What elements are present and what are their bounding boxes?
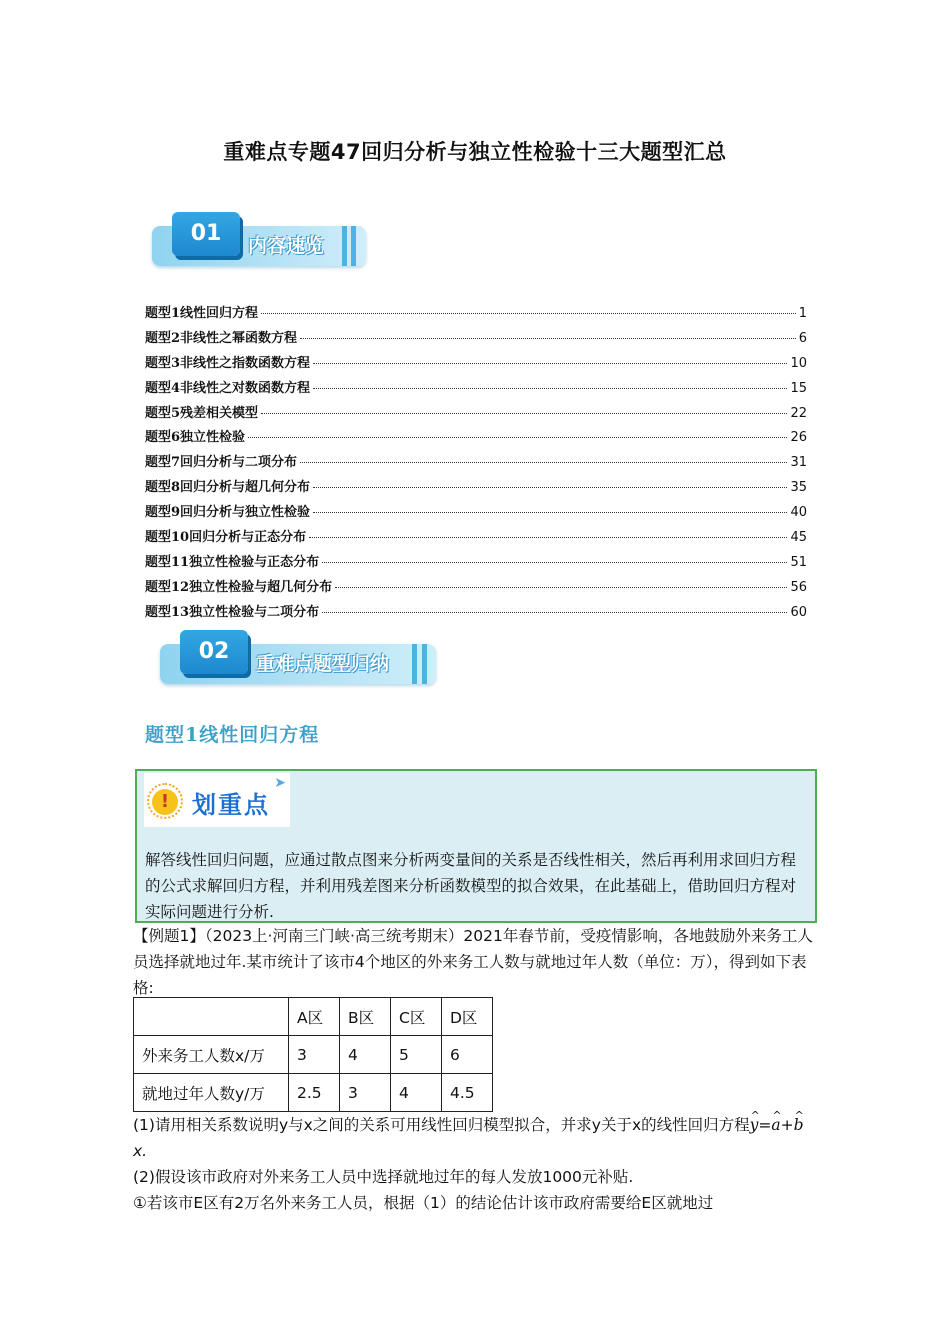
table-cell: 5 xyxy=(391,1036,442,1074)
section-banner-contents xyxy=(152,212,372,268)
table-header-row xyxy=(134,998,493,1036)
formula-a-hat: ^ a xyxy=(771,1112,780,1138)
toc-title: 题型10回归分析与正态分布 xyxy=(145,530,307,546)
table-row xyxy=(134,1036,493,1074)
data-table xyxy=(133,997,493,1112)
toc-leader xyxy=(309,537,787,538)
formula-x: x. xyxy=(133,1142,148,1160)
toc-title: 题型7回归分析与二项分布 xyxy=(145,455,298,471)
toc-title: 题型13独立性检验与二项分布 xyxy=(145,604,320,620)
toc-page: 22 xyxy=(790,405,807,421)
toc-leader xyxy=(313,363,787,364)
toc-title: 题型5残差相关模型 xyxy=(145,405,259,421)
toc-title: 题型2非线性之幂函数方程 xyxy=(145,330,298,346)
toc-entry[interactable] xyxy=(145,601,807,626)
toc-title: 题型11独立性检验与正态分布 xyxy=(145,554,320,570)
toc-entry[interactable] xyxy=(145,426,807,451)
key-points-label: 划重点 xyxy=(192,791,270,819)
table-cell: C区 xyxy=(391,998,442,1036)
toc-title: 题型1线性回归方程 xyxy=(145,306,259,321)
table-cell: 3 xyxy=(289,1036,340,1074)
banner-stripe xyxy=(412,644,417,684)
table-cell xyxy=(134,998,289,1036)
toc-leader xyxy=(322,612,787,613)
toc-page: 60 xyxy=(790,604,807,620)
formula-plus: + xyxy=(780,1116,794,1134)
toc-entry[interactable] xyxy=(145,476,807,501)
toc-page: 15 xyxy=(790,380,807,396)
toc-title: 题型4非线性之对数函数方程 xyxy=(145,380,311,396)
table-cell: 6 xyxy=(442,1036,493,1074)
toc-entry[interactable] xyxy=(145,327,807,352)
key-points-badge xyxy=(144,773,290,827)
formula-y-hat: ^ y xyxy=(750,1112,759,1138)
toc-leader xyxy=(322,562,787,563)
toc-leader xyxy=(261,313,796,314)
question-1-text: (1)请用相关系数说明y与x之间的关系可用线性回归模型拟合，并求y关于x的线性回归方程 xyxy=(133,1116,750,1134)
formula-equals: = xyxy=(758,1116,772,1134)
page-title: 重难点专题47回归分析与独立性检验十三大题型汇总 xyxy=(223,140,727,164)
toc-entry[interactable] xyxy=(145,451,807,476)
toc-page: 31 xyxy=(790,455,807,471)
section-banner-summary xyxy=(160,630,442,686)
paper-plane-icon: ➤ xyxy=(274,775,286,791)
toc-leader xyxy=(313,512,787,513)
table-cell: A区 xyxy=(289,998,340,1036)
table-row xyxy=(134,1074,493,1112)
toc-leader xyxy=(313,487,787,488)
toc-page: 6 xyxy=(798,330,807,346)
banner-number: 02 xyxy=(180,630,248,674)
toc-title: 题型12独立性检验与超几何分布 xyxy=(145,579,333,595)
toc-page: 35 xyxy=(790,480,807,496)
toc-entry[interactable] xyxy=(145,551,807,576)
section-heading: 题型1线性回归方程 xyxy=(145,724,320,746)
banner-label: 内容速览 xyxy=(248,235,325,257)
toc-entry[interactable] xyxy=(145,302,807,327)
toc-title: 题型3非线性之指数函数方程 xyxy=(145,355,311,371)
table-cell: 4 xyxy=(340,1036,391,1074)
toc-entry[interactable] xyxy=(145,501,807,526)
toc-page: 26 xyxy=(790,430,807,446)
banner-stripe xyxy=(422,644,427,684)
toc-title: 题型8回归分析与超几何分布 xyxy=(145,480,311,496)
banner-number: 01 xyxy=(172,212,240,256)
toc-page: 56 xyxy=(790,579,807,595)
table-cell: 4.5 xyxy=(442,1074,493,1112)
toc-leader xyxy=(248,437,787,438)
table-cell: 4 xyxy=(391,1074,442,1112)
key-points-box xyxy=(135,769,817,923)
toc-leader xyxy=(261,413,787,414)
question-2: (2)假设该市政府对外来务工人员中选择就地过年的每人发放1000元补贴. xyxy=(133,1168,634,1186)
toc-title: 题型6独立性检验 xyxy=(145,430,246,446)
key-points-text: 解答线性回归问题，应通过散点图来分析两变量间的关系是否线性相关，然后再利用求回归方程的公式求解回归方程，并利用残差图来分析函数模型的拟合效果，在此基础上，借助回归方程对实际问题进行分析. xyxy=(145,851,797,921)
toc-leader xyxy=(335,587,787,588)
toc-page: 45 xyxy=(790,530,807,546)
table-cell: D区 xyxy=(442,998,493,1036)
table-cell: 就地过年人数y/万 xyxy=(134,1074,289,1112)
formula-b-hat: ^ b xyxy=(794,1112,804,1138)
toc-title: 题型9回归分析与独立性检验 xyxy=(145,505,311,521)
table-cell: B区 xyxy=(340,998,391,1036)
question-2-part-1: ①若该市E区有2万名外来务工人员，根据（1）的结论估计该市政府需要给E区就地过 xyxy=(133,1194,714,1212)
toc-entry[interactable] xyxy=(145,526,807,551)
toc-leader xyxy=(300,462,787,463)
table-cell: 3 xyxy=(340,1074,391,1112)
example-text: 【例题1】（2023上·河南三门峡·高三统考期末）2021年春节前，受疫情影响，各地鼓励外来务工人员选择就地过年.某市统计了该市4个地区的外来务工人数与就地过年人数（单位：万），得到如下表格: xyxy=(133,927,813,997)
toc-entry[interactable] xyxy=(145,352,807,377)
toc-page: 10 xyxy=(790,355,807,371)
table-cell: 外来务工人数x/万 xyxy=(134,1036,289,1074)
toc-leader xyxy=(300,338,796,339)
toc-entry[interactable] xyxy=(145,576,807,601)
toc-page: 1 xyxy=(798,306,807,321)
table-of-contents xyxy=(145,302,807,626)
banner-stripe xyxy=(351,226,356,266)
toc-page: 51 xyxy=(790,554,807,570)
toc-page: 40 xyxy=(790,505,807,521)
table-cell: 2.5 xyxy=(289,1074,340,1112)
toc-leader xyxy=(313,388,787,389)
banner-stripe xyxy=(342,226,347,266)
toc-entry[interactable] xyxy=(145,402,807,427)
question-1 xyxy=(133,1112,813,1164)
toc-entry[interactable] xyxy=(145,377,807,402)
banner-label: 重难点题型归纳 xyxy=(256,653,390,675)
lightbulb-icon: ! xyxy=(152,789,178,815)
